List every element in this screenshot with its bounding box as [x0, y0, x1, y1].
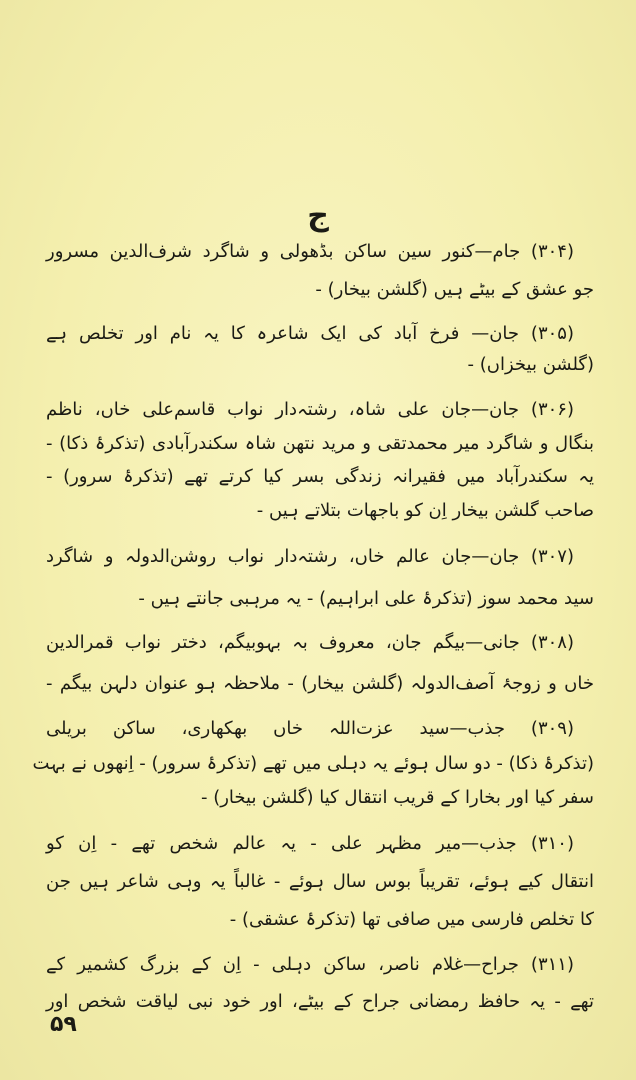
text-line: (۳۰۸) جانی—بیگم جان، معروف بہ بہوبیگم، دختر نواب قمرالدین	[46, 632, 574, 653]
text-line: سید محمد سوز (تذکرۂ علی ابراہیم) - یہ مرہبی جانتے ہیں -	[138, 588, 594, 609]
text-line: (۳۰۵) جان— فرخ آباد کی ایک شاعرہ کا یہ نام اور تخلص ہے	[46, 323, 574, 344]
text-line: سفر کیا اور بخارا کے قریب انتقال کیا (گلشن بیخار) -	[200, 787, 594, 808]
text-line: (تذکرۂ ذکا) - دو سال ہوئے یہ دہلی میں تھے (تذکرۂ سرور) - اِنھوں نے بہت	[32, 753, 594, 774]
text-line: تھے - یہ حافظ رمضانی جراح کے بیٹے، اور خود نبی لیاقت شخص اور	[46, 991, 594, 1012]
text-line: بنگال و شاگرد میر محمدتقی و مرید نتھن شاہ سکندرآبادی (تذکرۂ ذکا) -	[46, 433, 594, 454]
text-line: (۳۰۷) جان—جان عالم خاں، رشتہ‌دار نواب روشن‌الدولہ و شاگرد	[46, 546, 574, 567]
text-line: (۳۱۰) جذب—میر مظہر علی - یہ عالم شخص تھے - اِن کو	[46, 833, 574, 854]
text-line: جو عشق کے بیٹے ہیں (گلشن بیخار) -	[315, 279, 594, 300]
text-line: کا تخلص فارسی میں صافی تھا (تذکرۂ عشقی) -	[229, 909, 594, 930]
text-line: (۳۰۴) جام—کنور سین ساکن بڈھولی و شاگرد شرف‌الدین مسرور	[46, 241, 574, 262]
text-line: (۳۰۶) جان—جان علی شاہ، رشتہ‌دار نواب قاسم‌علی خاں، ناظم	[46, 399, 574, 420]
text-line: یہ سکندرآباد میں فقیرانہ زندگی بسر کیا کرتے تھے (تذکرۂ سرور) -	[46, 466, 594, 487]
page-number: ۵۹	[50, 1012, 77, 1037]
text-line: انتقال کیے ہوئے، تقریباً بوس سال ہوئے - غالباً یہ وہی شاعر ہیں جن	[46, 871, 594, 892]
text-line: خاں و زوجۂ آصف‌الدولہ (گلشن بیخار) - ملاحظہ ہو عنوان دلہن بیگم -	[46, 673, 594, 694]
text-line: (۳۰۹) جذب—سید عزت‌اللہ خاں بھکھاری، ساکن بریلی	[46, 718, 574, 739]
text-line: (۳۱۱) جراح—غلام ناصر، ساکن دہلی - اِن کے بزرگ کشمیر کے	[46, 954, 574, 975]
text-line: صاحب گلشن بیخار اِن کو باجهات بتلاتے ہیں -	[256, 500, 594, 521]
section-heading: ج	[307, 198, 329, 233]
text-line: (گلشن بیخزاں) -	[467, 354, 594, 375]
